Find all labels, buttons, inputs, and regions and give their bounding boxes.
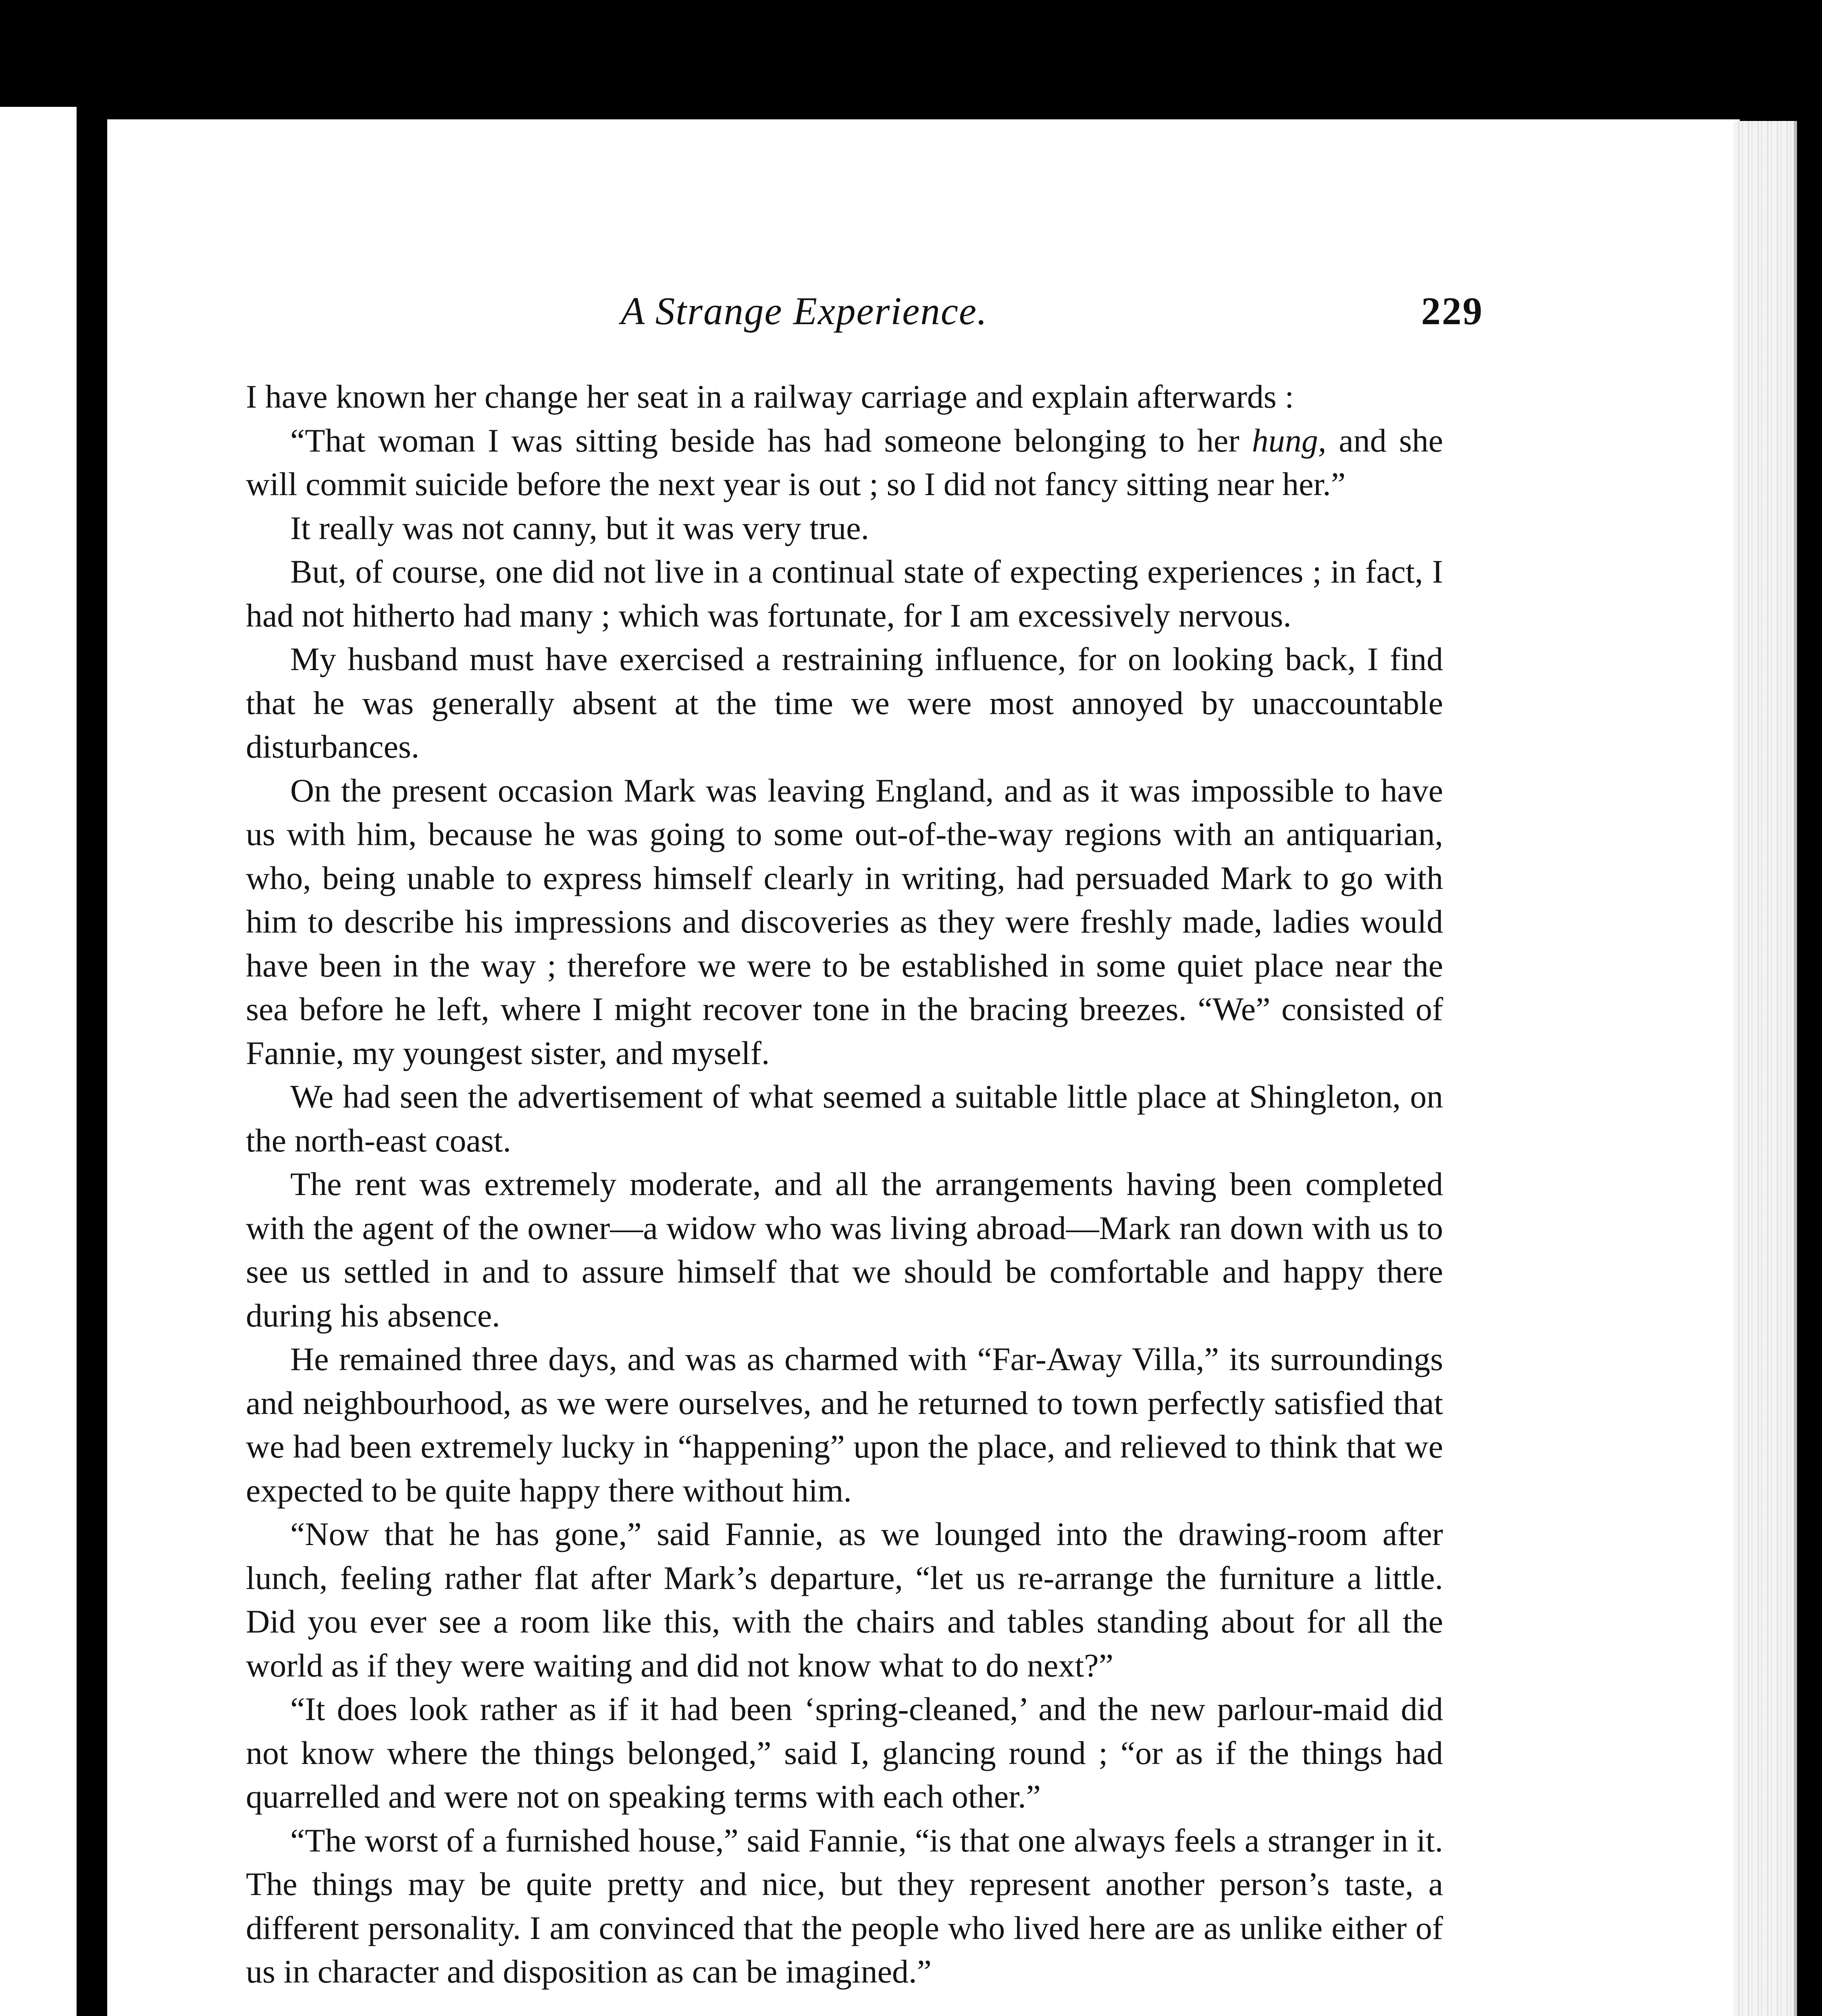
- paragraph: “It does look rather as if it had been ‘spring-cleaned,’ and the new parlour-maid did not know where the things belonged,” said I, glancing round ; “or as if the things had quarrelled and were not on speaking terms with each other.”: [246, 1691, 1443, 1815]
- paragraph: I have known her change her seat in a railway carriage and explain afterwards :: [246, 378, 1294, 415]
- paragraph: “Now that he has gone,” said Fannie, as we lounged into the drawing-room after lunch, feeling rather flat after Mark’s departure, “let us re-arrange the furniture a little. Did you ever see a room like this, with the chairs and tables standing about for all the world as if they were waiting and did not know what to do next?”: [246, 1516, 1443, 1684]
- paragraph: The rent was extremely moderate, and all the arrangements having been completed with the agent of the owner—a widow who was living abroad—Mark ran down with us to see us settled in and to assure himself that we should be comfortable and happy there during his absence.: [246, 1166, 1443, 1334]
- paragraph: “The worst of a furnished house,” said Fannie, “is that one always feels a stranger in it. The things may be quite pretty and nice, but they represent another person’s taste, a different personality. I am convinced that the people who lived here are as unlike either of us in character and disposition as can be imagined.”: [246, 1822, 1443, 1990]
- paragraph: He remained three days, and was as charmed with “Far-Away Villa,” its surroundings and neighbourhood, as we were ourselves, and he returned to town perfectly satisfied that we had been extremely lucky in “happening” upon the place, and relieved to think that we expected to be quite happy there without him.: [246, 1341, 1443, 1509]
- running-head-title: A Strange Experience.: [621, 289, 988, 333]
- body-text: [246, 375, 1443, 1994]
- page-number: 229: [1421, 289, 1483, 333]
- emphasis: hung,: [1252, 422, 1327, 459]
- paragraph: We had seen the advertisement of what seemed a suitable little place at Shingleton, on the north-east coast.: [246, 1078, 1443, 1159]
- facing-page-edge: [0, 107, 77, 2016]
- paragraph: It really was not canny, but it was very true.: [290, 509, 869, 546]
- page-stack-edges: [1733, 121, 1797, 2016]
- running-head: [621, 287, 1483, 335]
- paragraph: My husband must have exercised a restraining influence, for on looking back, I find that he was generally absent at the time we were most annoyed by unaccountable disturbances.: [246, 641, 1443, 765]
- paragraph: On the present occasion Mark was leaving England, and as it was impossible to have us with him, because he was going to some out-of-the-way regions with an antiquarian, who, being unable to express himself clearly in writing, had persuaded Mark to go with him to describe his impressions and discoveries as they were freshly made, ladies would have been in the way ; therefore we were to be established in some quiet place near the sea before he left, where I might recover tone in the bracing breezes. “We” consisted of Fannie, my youngest sister, and myself.: [246, 772, 1443, 1071]
- paragraph: But, of course, one did not live in a continual state of expecting experiences ; in fact, I had not hitherto had many ; which was fortunate, for I am excessively nervous.: [246, 553, 1443, 634]
- paragraph: “That woman I was sitting beside has had someone belonging to her hung, and she will commit suicide before the next year is out ; so I did not fancy sitting near her.”: [246, 422, 1443, 502]
